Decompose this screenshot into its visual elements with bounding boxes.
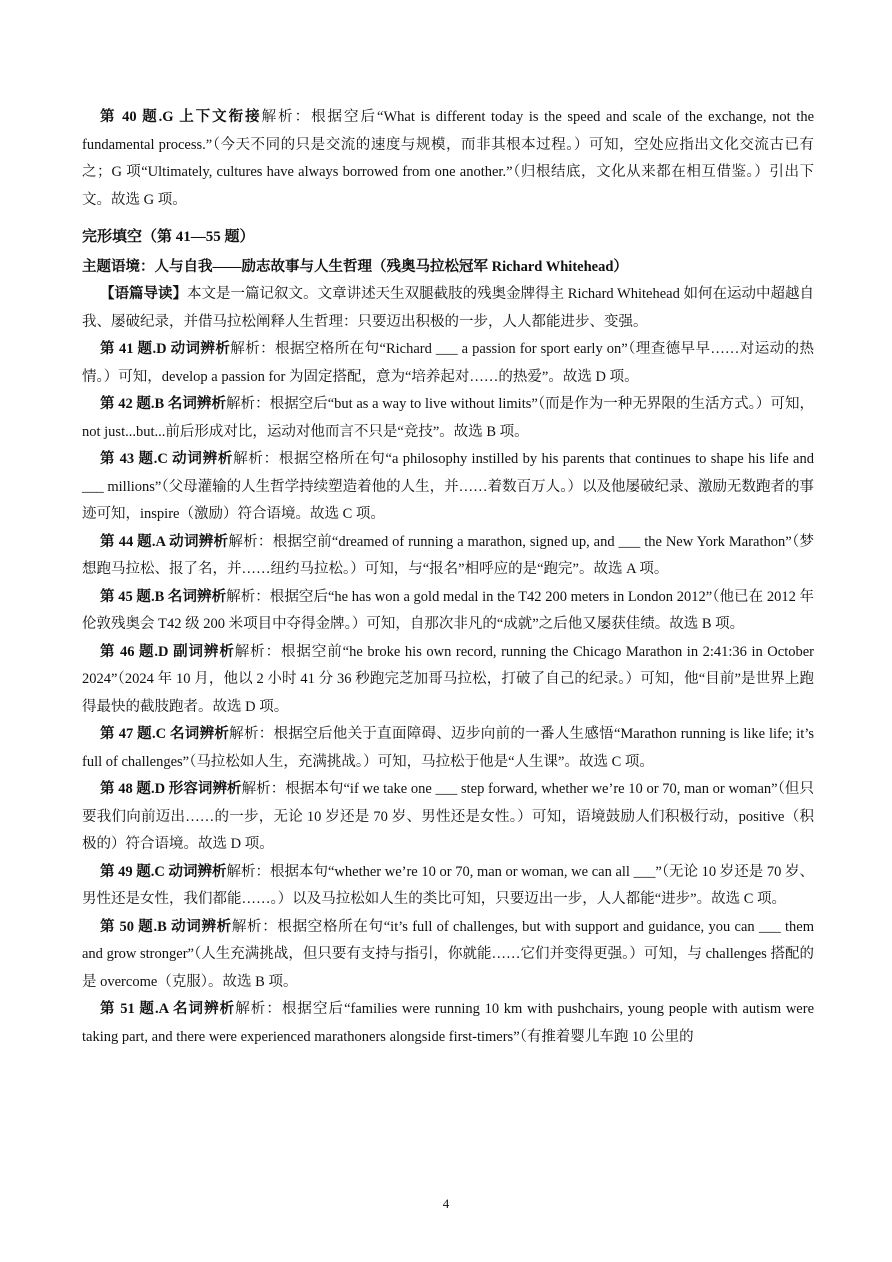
question-heading: 第 50 题.B 动词辨析	[100, 918, 232, 935]
question-heading: 第 47 题.C 名词辨析	[100, 726, 230, 742]
passage-guide-text: 本文是一篇记叙文。文章讲述天生双腿截肢的残奥金牌得主 Richard Whitehead 如何在运动中超越自我、屡破纪录，并借马拉松阐释人生哲理：只要迈出积极的一步，人人都能进步、变强。	[82, 286, 815, 330]
question-text: 解析：根据空后“families were running 10 km with pushchairs, young people with autism were taking part, and there were experienced marathoners alongside first-timers”（有推着婴儿车跑 10 公里的	[82, 1001, 815, 1045]
theme-context: 主题语境：人与自我——励志故事与人生哲理（残奥马拉松冠军 Richard Whitehead）	[82, 258, 628, 275]
question-text: 解析：根据空前“dreamed of running a marathon, signed up, and ___ the New York Marathon”（梦想跑马拉松、报了名，并……纽约马拉松。）可知，与“报名”相呼应的是“跑完”。故选 A 项。	[82, 533, 815, 577]
passage-guide-label: 【语篇导读】	[100, 286, 188, 302]
question-text: 解析：根据空格所在句“a philosophy instilled by his parents that continues to shape his life and ___ millions”（父母灌输的人生哲学持续塑造着他的人生，并……着数百万人。）以及他屡破纪录、激励无数跑者的事迹可知，inspire（激励）符合语境。故选 C 项。	[82, 451, 814, 522]
passage-guide	[82, 281, 814, 336]
page-number: 4	[442, 1196, 450, 1211]
question-heading: 第 51 题.A 名词辨析	[100, 1001, 236, 1017]
question-heading: 第 49 题.C 动词辨析	[100, 863, 227, 880]
page-content	[82, 104, 814, 1051]
question-explanation	[82, 776, 814, 859]
question-explanation	[82, 391, 814, 446]
question-list	[82, 336, 814, 1051]
question-text: 解析：根据空后他关于直面障碍、迈步向前的一番人生感悟“Marathon running is like life; it’s full of challenges”（马拉松如人生，充满挑战。）可知，马拉松于他是“人生课”。故选 C 项。	[82, 726, 814, 770]
question-explanation	[82, 639, 814, 722]
question-heading: 第 45 题.B 名词辨析	[100, 588, 227, 605]
question-text: 解析：根据空格所在句“Richard ___ a passion for sport early on”（理查德早早……对运动的热情。）可知，develop a passion for 为固定搭配，意为“培养起对……的热爱”。故选 D 项。	[82, 341, 814, 385]
question-40-explanation	[82, 104, 814, 214]
question-explanation	[82, 584, 814, 639]
question-40-text: 解析：根据空后“What is different today is the speed and scale of the exchange, not the fundamental process.”（今天不同的只是交流的速度与规模，而非其根本过程。）可知，空处应指出文化交流古已有之；G 项“Ultimately, cultures have always borrowed from one another.”（归根结底，文化从来都在相互借鉴。）引出下文。故选 G 项。	[82, 109, 815, 208]
question-text: 解析：根据本句“whether we’re 10 or 70, man or woman, we can all ___”（无论 10 岁还是 70 岁、男性还是女性，我们都能……。）以及马拉松如人生的类比可知，只要迈出一步，人人都能“进步”。故选 C 项。	[82, 863, 815, 907]
question-heading: 第 43 题.C 动词辨析	[100, 451, 234, 467]
question-heading: 第 44 题.A 动词辨析	[100, 533, 229, 550]
question-explanation	[82, 859, 814, 914]
question-text: 解析：根据空后“but as a way to live without limits”（而是作为一种无界限的生活方式。）可知，not just...but...前后形成对比，运动对他而言不只是“竞技”。故选 B 项。	[82, 396, 815, 440]
question-text: 解析：根据空格所在句“it’s full of challenges, but with support and guidance, you can ___ them and grow stronger”（人生充满挑战，但只要有支持与指引，你就能……它们并变得更强。）可知，与 challenges 搭配的是 overcome（克服）。故选 B 项。	[82, 918, 814, 990]
question-heading: 第 41 题.D 动词辨析	[100, 341, 231, 357]
question-heading: 第 42 题.B 名词辨析	[100, 396, 226, 412]
question-explanation	[82, 446, 814, 529]
question-40-heading: 第 40 题.G 上下文衔接	[100, 109, 262, 125]
question-text: 解析：根据本句“if we take one ___ step forward, whether we’re 10 or 70, man or woman”（但只要我们向前迈出……的一步，无论 10 岁还是 70 岁、男性还是女性。）可知，语境鼓励人们积极行动，positive（积极的）符合语境。故选 D 项。	[82, 781, 814, 852]
question-heading: 第 46 题.D 副词辨析	[100, 643, 235, 660]
question-explanation	[82, 996, 814, 1051]
section-title: 完形填空（第 41—55 题）	[82, 229, 255, 245]
question-heading: 第 48 题.D 形容词辨析	[100, 781, 242, 797]
question-explanation	[82, 914, 814, 997]
question-explanation	[82, 721, 814, 776]
question-explanation	[82, 529, 814, 584]
question-text: 解析：根据空后“he has won a gold medal in the T42 200 meters in London 2012”（他已在 2012 年伦敦残奥会 T42 级 200 米项目中夺得金牌。）可知，自那次非凡的“成就”之后他又屡获佳绩。故选 B 项。	[82, 588, 815, 632]
question-text: 解析：根据空前“he broke his own record, running the Chicago Marathon in 2:41:36 in October 2024”（2024 年 10 月，他以 2 小时 41 分 36 秒跑完芝加哥马拉松，打破了自己的纪录。）可知，他“目前”是世界上跑得最快的截肢跑者。故选 D 项。	[82, 643, 814, 715]
question-explanation	[82, 336, 814, 391]
